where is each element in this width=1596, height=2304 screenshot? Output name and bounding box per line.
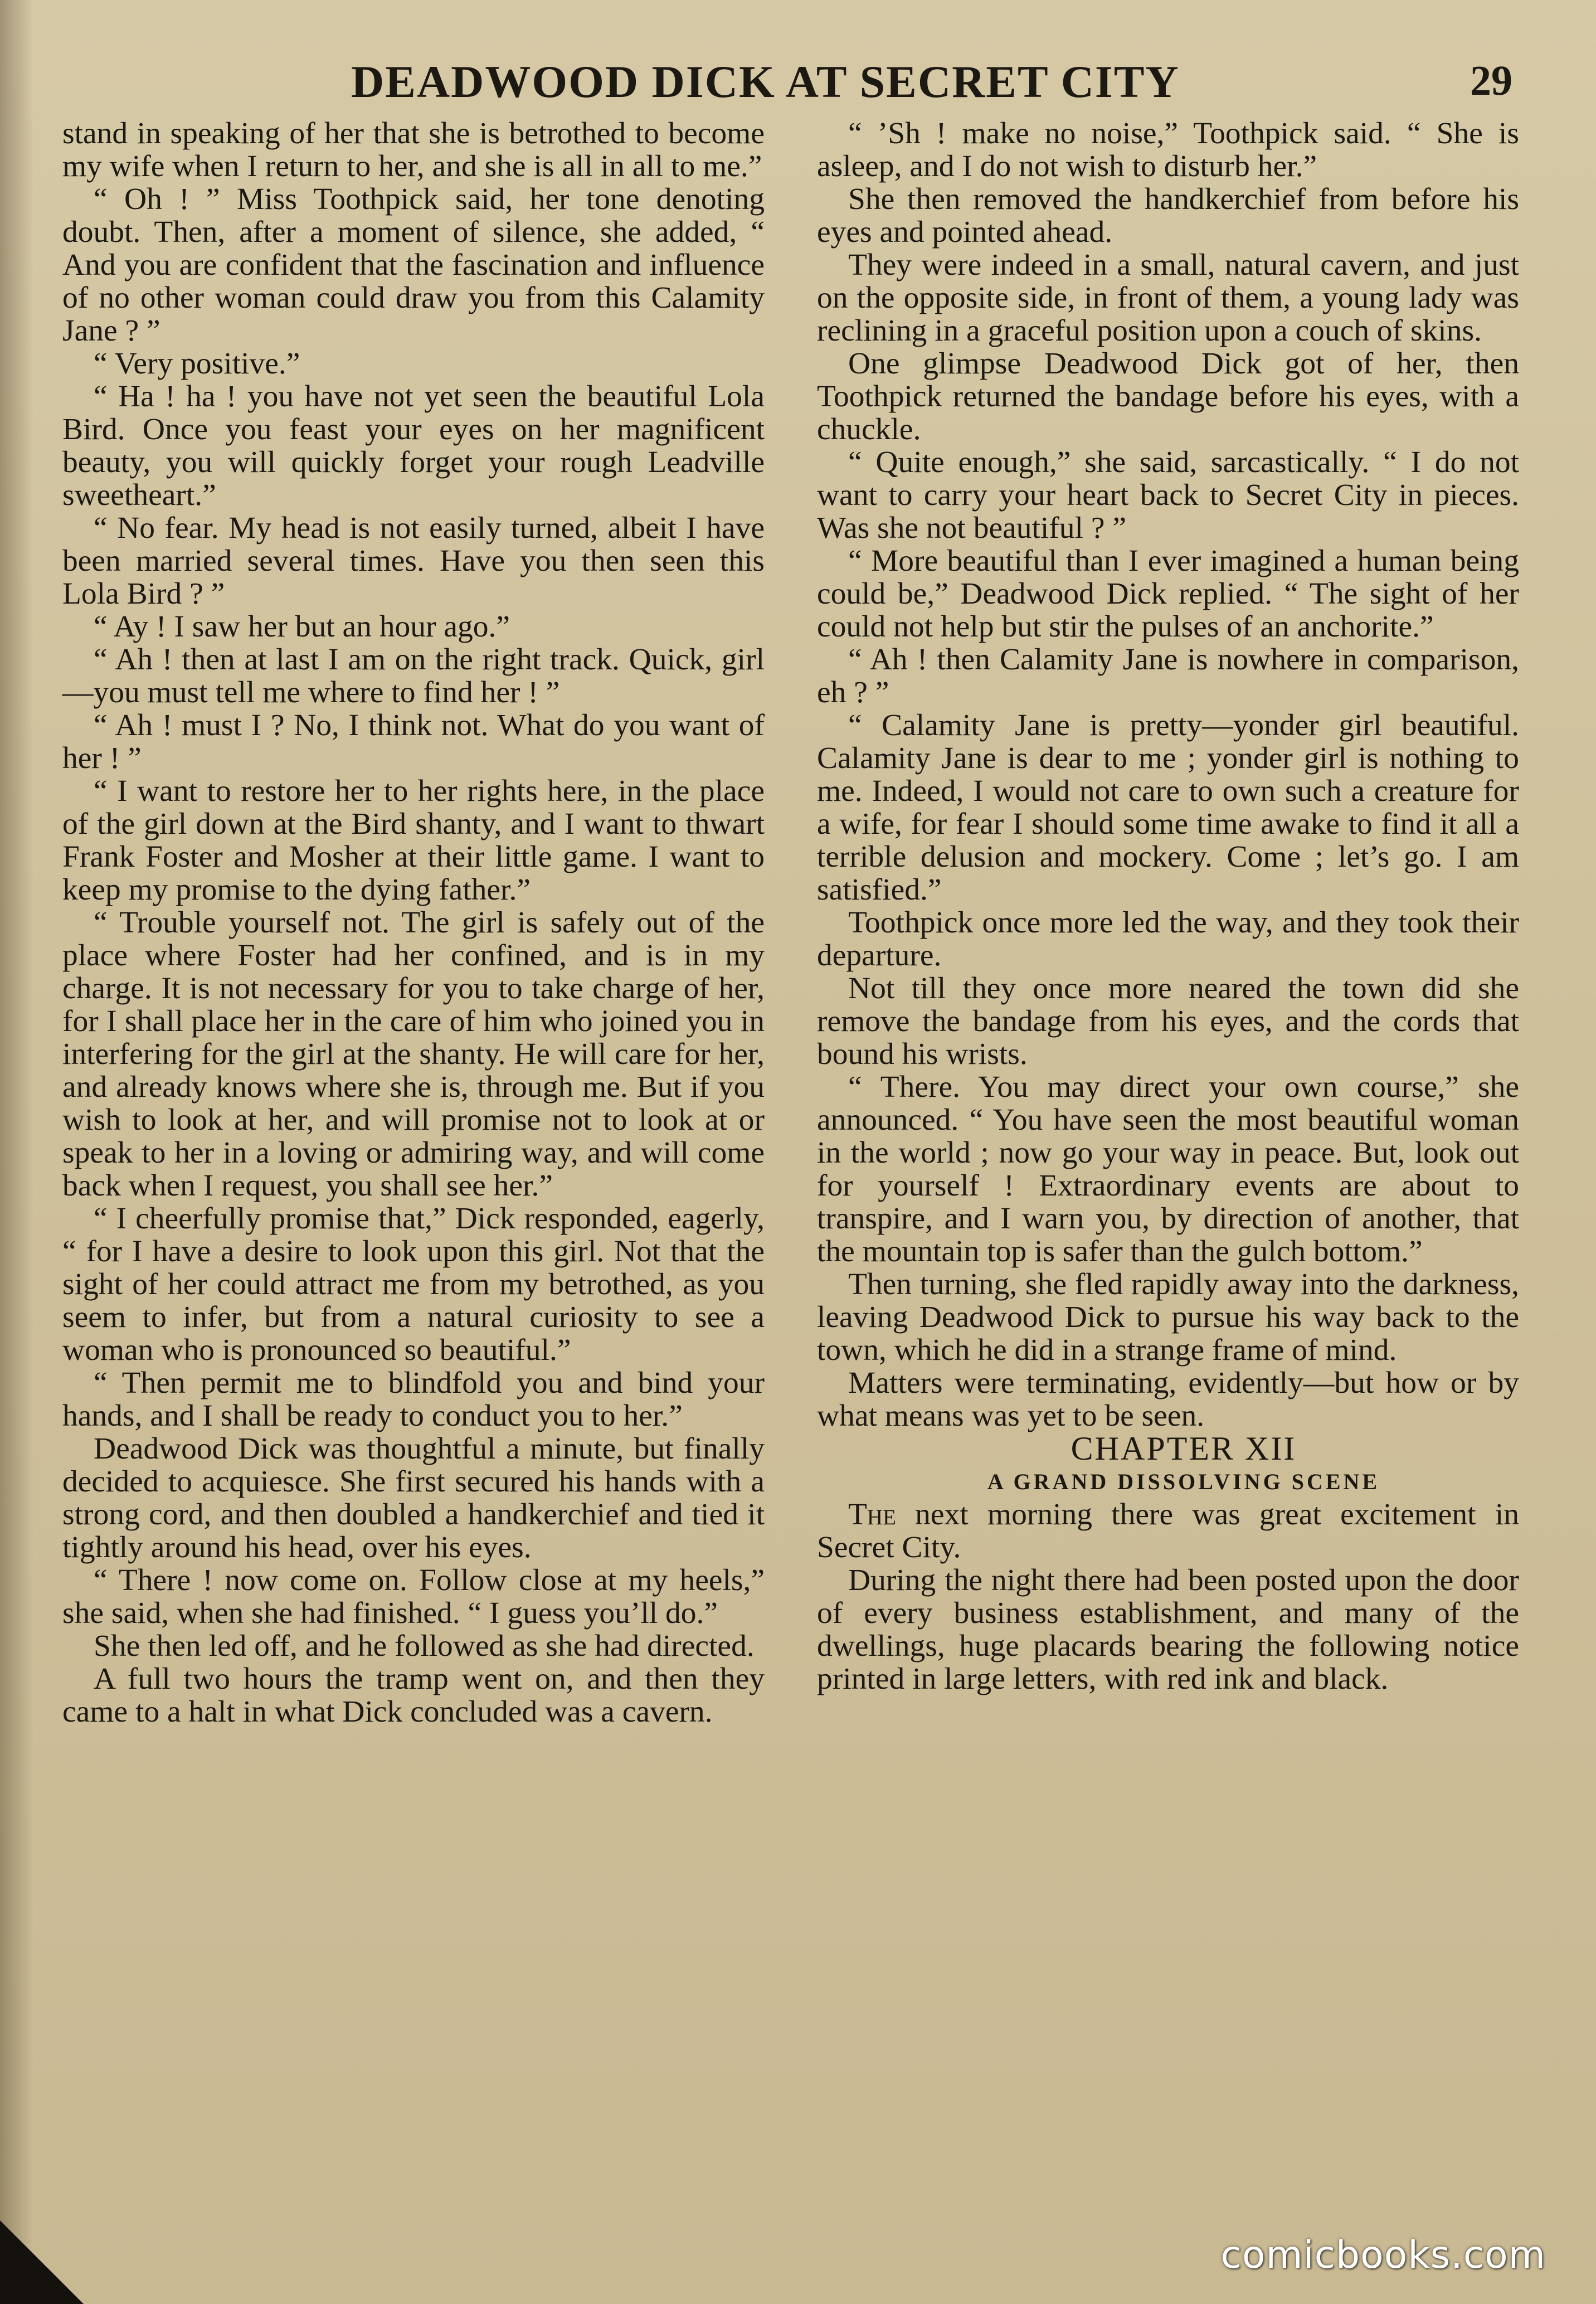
paragraph: One glimpse Deadwood Dick got of her, then Toothpick returned the bandage before his eyes, with a chuckle. (817, 347, 1519, 446)
paragraph: “ No fear. My head is not easily turned, albeit I have been married several times. Have you then seen this Lola Bird ? ” (62, 511, 765, 611)
paragraph: “ Then permit me to blindfold you and bind your hands, and I shall be ready to conduct you to her.” (62, 1366, 765, 1433)
paragraph: “ Ay ! I saw her but an hour ago.” (94, 610, 510, 644)
paragraph: “ Ha ! ha ! you have not yet seen the beautiful Lola Bird. Once you feast your eyes on her magnificent beauty, you will quickly forget your rough Leadville sweetheart.” (62, 380, 765, 512)
paragraph: She then removed the handkerchief from before his eyes and pointed ahead. (817, 182, 1519, 249)
paragraph: During the night there had been posted upon the door of every business establishment, and many of the dwellings, huge placards bearing the following notice printed in large letters, with red ink and black. (817, 1563, 1519, 1696)
paragraph: “ Quite enough,” she said, sarcastically. “ I do not want to carry your heart back to Secret City in pieces. Was she not beautiful ? ” (817, 445, 1519, 545)
paragraph: “ More beautiful than I ever imagined a human being could be,” Deadwood Dick replied. “ The sight of her could not help but stir the pulses of an anchorite.” (817, 544, 1519, 644)
paragraph: “ Very positive.” (94, 347, 300, 381)
paragraph: “ I cheerfully promise that,” Dick responded, eagerly, “ for I have a desire to look upon this girl. Not that the sight of her could attract me from my betrothed, as you seem to infer, but from a natural curiosity to see a woman who is pronounced so beautiful.” (62, 1202, 765, 1367)
running-title: DEADWOOD DICK AT SECRET CITY (351, 56, 1180, 107)
opening-word: The (848, 1498, 896, 1532)
page-header (61, 56, 1535, 111)
paragraph: “ Calamity Jane is pretty—yonder girl beautiful. Calamity Jane is dear to me ; yonder girl is nothing to me. Indeed, I would not care to own such a creature for a wife, for fear I should some time awake to find it all a terrible delusion and mockery. Come ; let’s go. I am satisfied.” (817, 708, 1519, 907)
paragraph: “ There ! now come on. Follow close at my heels,” she said, when she had finished. “ I guess you’ll do.” (62, 1563, 765, 1630)
paragraph: Deadwood Dick was thoughtful a minute, but finally decided to acquiesce. She first secured his hands with a strong cord, and then doubled a handkerchief and tied it tightly around his head, over his eyes. (62, 1432, 765, 1564)
opening-paragraph-text: next morning there was great excitement in Secret City. (817, 1498, 1519, 1564)
paragraph: “ Trouble yourself not. The girl is safely out of the place where Foster had her confined, and is in my charge. It is not necessary for you to take charge of her, for I shall place her in the care of him who joined you in interfering for the girl at the shanty. He will care for her, and already knows where she is, through me. But if you wish to look at her, and will promise not to look at or speak to her in a loving or admiring way, and will come back when I request, you shall see her.” (62, 906, 765, 1203)
paragraph: “ Ah ! must I ? No, I think not. What do you want of her ! ” (62, 708, 765, 775)
chapter-opening-paragraph (817, 1498, 1519, 1564)
right-column (817, 117, 1519, 1695)
paragraph: They were indeed in a small, natural cavern, and just on the opposite side, in front of them, a young lady was reclining in a graceful position upon a couch of skins. (817, 248, 1519, 348)
paragraph: Then turning, she fled rapidly away into the darkness, leaving Deadwood Dick to pursue his way back to the town, which he did in a strange frame of mind. (817, 1267, 1519, 1367)
watermark: comicbooks.com (1220, 2233, 1546, 2277)
paragraph: “ I want to restore her to her rights here, in the place of the girl down at the Bird shanty, and I want to thwart Frank Foster and Mosher at their little game. I want to keep my promise to the dying father.” (62, 774, 765, 907)
paragraph: A full two hours the tramp went on, and then they came to a halt in what Dick concluded was a cavern. (62, 1662, 765, 1729)
chapter-title: CHAPTER XII (1071, 1430, 1297, 1467)
left-column (62, 117, 765, 1728)
page-number: 29 (1470, 57, 1512, 104)
paragraph: Toothpick once more led the way, and they took their departure. (817, 906, 1519, 973)
paragraph: “ ’Sh ! make no noise,” Toothpick said. “ She is asleep, and I do not wish to disturb her.” (817, 116, 1519, 183)
paragraph: “ There. You may direct your own course,” she announced. “ You have seen the most beautiful woman in the world ; now go your way in peace. But, look out for yourself ! Extraordinary events are about to transpire, and I warn you, by direction of another, that the mountain top is safer than the gulch bottom.” (817, 1070, 1519, 1268)
page-edge-shadow (0, 0, 33, 2304)
torn-corner (0, 2220, 84, 2304)
paragraph: “ Ah ! then at last I am on the right track. Quick, girl—you must tell me where to find her ! ” (62, 643, 765, 709)
paragraph: stand in speaking of her that she is betrothed to become my wife when I return to her, and she is all in all to me.” (62, 116, 765, 183)
paragraph: Matters were terminating, evidently—but how or by what means was yet to be seen. (817, 1366, 1519, 1433)
paragraph: “ Oh ! ” Miss Toothpick said, her tone denoting doubt. Then, after a moment of silence, she added, “ And you are confident that the fascination and influence of no other woman could draw you from this Calamity Jane ? ” (62, 182, 765, 348)
chapter-subtitle: A GRAND DISSOLVING SCENE (987, 1469, 1380, 1494)
paragraph: “ Ah ! then Calamity Jane is nowhere in comparison, eh ? ” (817, 643, 1519, 709)
paragraph: She then led off, and he followed as she had directed. (94, 1629, 755, 1663)
paragraph: Not till they once more neared the town did she remove the bandage from his eyes, and the cords that bound his wrists. (817, 971, 1519, 1071)
